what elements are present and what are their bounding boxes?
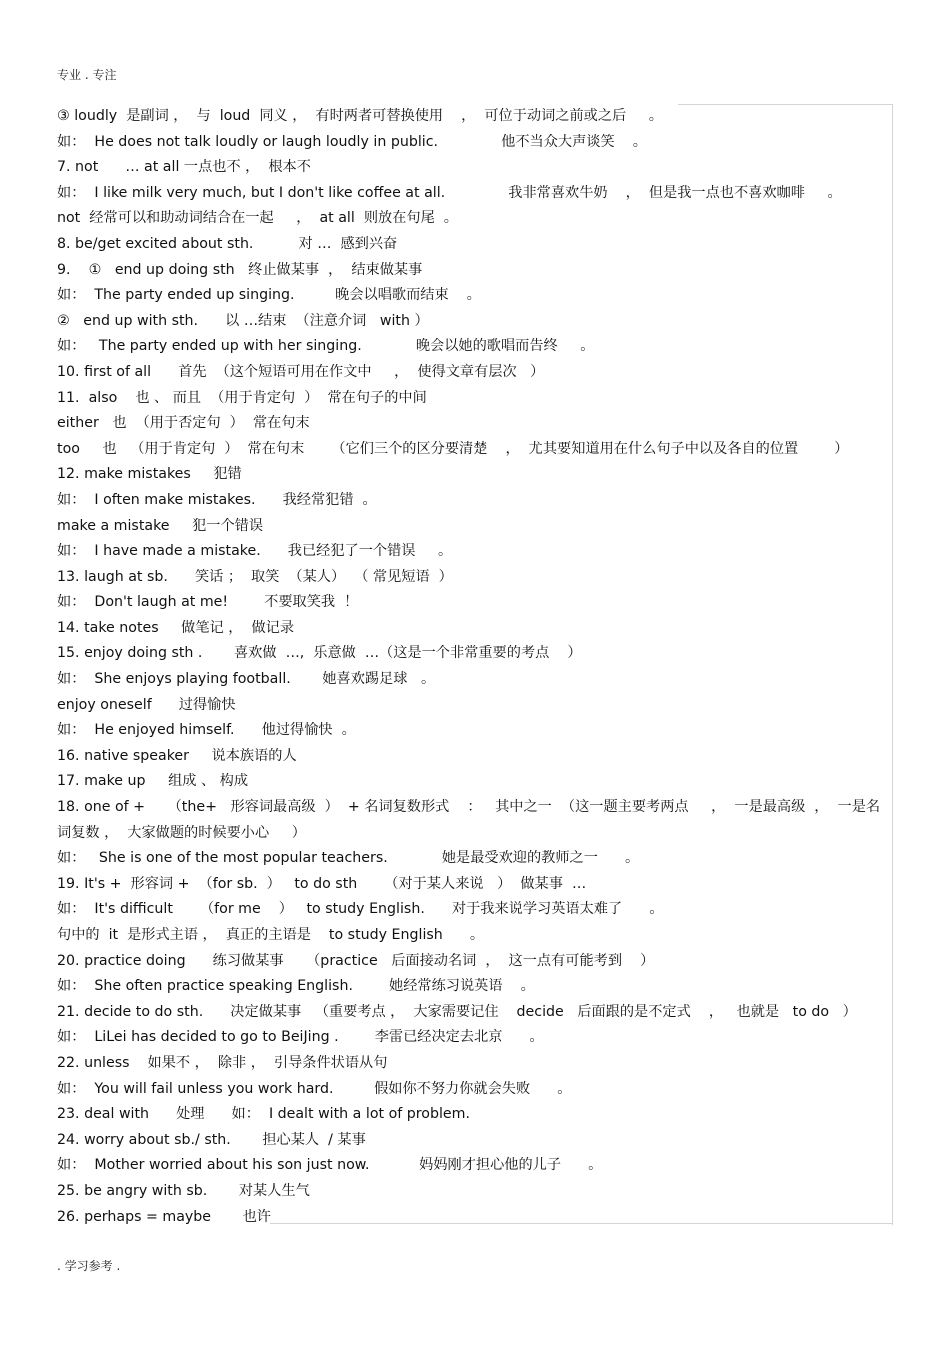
- text-line: [57, 104, 887, 130]
- text-line-content: make a mistake 犯一个错误: [57, 517, 264, 534]
- text-line-content: 7. not … at all 一点也不 ， 根本不: [57, 159, 311, 176]
- text-line-content: 如： The party ended up with her singing. 晚会以她的歌唱而告终 。: [57, 338, 595, 355]
- text-line: [57, 590, 887, 616]
- text-line-content: not 经常可以和助动词结合在一起 ， at all 则放在句尾 。: [57, 210, 458, 227]
- text-line-content: 18. one of + （the+ 形容词最高级 ） + 名词复数形式 ： 其中之一 （这一题主要考两点 ， 一是最高级 ， 一是名词复数 ， 大家做题的时候要小心 ）: [57, 799, 881, 841]
- text-line-content: 11. also 也 、 而且 （用于肯定句 ） 常在句子的中间: [57, 389, 427, 406]
- text-line: [57, 565, 887, 591]
- text-line: [57, 1153, 887, 1179]
- text-line-content: 26. perhaps = maybe 也许: [57, 1208, 271, 1225]
- text-line-content: 17. make up 组成 、 构成: [57, 773, 249, 790]
- text-line-content: 如： The party ended up singing. 晚会以唱歌而结束 。: [57, 287, 481, 304]
- text-line: [57, 1025, 887, 1051]
- text-line: [57, 846, 887, 872]
- text-line: [57, 923, 887, 949]
- text-line-content: ③ loudly 是副词 ， 与 loud 同义 ， 有时两者可替换使用 ， 可位于动词之前或之后 。: [57, 108, 663, 124]
- text-line: [57, 437, 887, 463]
- text-line: [57, 693, 887, 719]
- text-line-content: 如： I have made a mistake. 我已经犯了一个错误 。: [57, 543, 453, 560]
- text-line-content: 如： LiLei has decided to go to BeiJing . 李雷已经决定去北京 。: [57, 1029, 544, 1046]
- text-line-content: 如： I often make mistakes. 我经常犯错 。: [57, 491, 377, 508]
- text-line-content: either 也 （用于否定句 ） 常在句末: [57, 415, 310, 432]
- text-line: [57, 488, 887, 514]
- text-line: [57, 1077, 887, 1103]
- text-line: [57, 1179, 887, 1205]
- text-line-content: 16. native speaker 说本族语的人: [57, 747, 297, 764]
- text-line-content: 21. decide to do sth. 决定做某事 （重要考点 ， 大家需要记住 decide 后面跟的是不定式 ， 也就是 to do ）: [57, 1003, 857, 1020]
- text-line-content: 20. practice doing 练习做某事 （practice 后面接动名词 ， 这一点有可能考到 ）: [57, 952, 655, 969]
- text-line: [57, 360, 887, 386]
- text-line: [57, 181, 887, 207]
- text-line: [57, 949, 887, 975]
- text-line-content: 句中的 it 是形式主语 ， 真正的主语是 to study English 。: [57, 927, 485, 943]
- text-line: [57, 283, 887, 309]
- text-line: [57, 206, 887, 232]
- text-line-content: 8. be/get excited about sth. 对 … 感到兴奋: [57, 235, 398, 252]
- text-line: [57, 258, 887, 284]
- text-line: [57, 769, 887, 795]
- text-line-content: 如： She often practice speaking English. 她经常练习说英语 。: [57, 978, 535, 995]
- text-line-content: 如： You will fail unless you work hard. 假如你不努力你就会失败 。: [57, 1080, 572, 1097]
- text-line: [57, 1051, 887, 1077]
- text-line-content: too 也 （用于肯定句 ） 常在句末 （它们三个的区分要清楚 ， 尤其要知道用在什么句子中以及各自的位置 ）: [57, 440, 849, 457]
- text-line: [57, 334, 887, 360]
- text-line-content: 如： She enjoys playing football. 她喜欢踢足球 。: [57, 671, 436, 688]
- text-line: [57, 795, 887, 846]
- text-line: [57, 514, 887, 540]
- page-header: 专业 . 专注: [57, 68, 117, 82]
- text-line: [57, 155, 887, 181]
- text-line-content: 25. be angry with sb. 对某人生气: [57, 1182, 310, 1199]
- text-line-content: 如： She is one of the most popular teachers. 她是最受欢迎的教师之一 。: [57, 850, 640, 867]
- text-line-content: 如： Don't laugh at me! 不要取笑我 ！: [57, 594, 359, 611]
- text-line: [57, 232, 887, 258]
- text-line-content: 如： It's difficult （for me ） to study English. 对于我来说学习英语太难了 。: [57, 901, 664, 918]
- text-line: [57, 641, 887, 667]
- text-line: [57, 897, 887, 923]
- text-line: [57, 872, 887, 898]
- text-line: [57, 309, 887, 335]
- document-body: [57, 104, 887, 1230]
- text-line-content: 14. take notes 做笔记 ， 做记录: [57, 619, 295, 636]
- text-line-content: 23. deal with 处理 如： I dealt with a lot of problem.: [57, 1106, 470, 1123]
- text-line-content: 如： He does not talk loudly or laugh loudly in public. 他不当众大声谈笑 。: [57, 133, 647, 150]
- text-line-content: enjoy oneself 过得愉快: [57, 696, 236, 713]
- text-line: [57, 1102, 887, 1128]
- text-line: [57, 718, 887, 744]
- text-line-content: 如： He enjoyed himself. 他过得愉快 。: [57, 722, 356, 739]
- text-line: [57, 667, 887, 693]
- text-line-content: 19. It's + 形容词 + （for sb. ） to do sth （对于某人来说 ） 做某事 …: [57, 875, 587, 892]
- text-line-content: 如： Mother worried about his son just now. 妈妈刚才担心他的儿子 。: [57, 1157, 603, 1174]
- text-line-content: 15. enjoy doing sth . 喜欢做 …, 乐意做 …（这是一个非常重要的考点 ）: [57, 645, 582, 662]
- text-line-content: 如： I like milk very much, but I don't like coffee at all. 我非常喜欢牛奶 ， 但是我一点也不喜欢咖啡 。: [57, 184, 842, 201]
- text-line-content: 12. make mistakes 犯错: [57, 466, 242, 483]
- text-line: [57, 130, 887, 156]
- text-line: [57, 1128, 887, 1154]
- text-line-content: 10. first of all 首先 （这个短语可用在作文中 ， 使得文章有层次 ）: [57, 363, 545, 380]
- text-line: [57, 462, 887, 488]
- text-line: [57, 539, 887, 565]
- text-line: [57, 1000, 887, 1026]
- text-line: [57, 1205, 887, 1231]
- text-line-content: ② end up with sth. 以 …结束 （注意介词 with ）: [57, 312, 429, 329]
- text-line-content: 13. laugh at sb. 笑话 ； 取笑 （某人） （ 常见短语 ）: [57, 568, 453, 585]
- text-line-content: 9. ① end up doing sth 终止做某事 ， 结束做某事: [57, 261, 423, 278]
- text-line: [57, 744, 887, 770]
- text-line: [57, 974, 887, 1000]
- page-footer: . 学习参考 .: [57, 1259, 121, 1273]
- text-line: [57, 386, 887, 412]
- text-line-content: 22. unless 如果不 ， 除非 ， 引导条件状语从句: [57, 1054, 388, 1071]
- text-line: [57, 411, 887, 437]
- text-line-content: 24. worry about sb./ sth. 担心某人 / 某事: [57, 1131, 366, 1148]
- text-line: [57, 616, 887, 642]
